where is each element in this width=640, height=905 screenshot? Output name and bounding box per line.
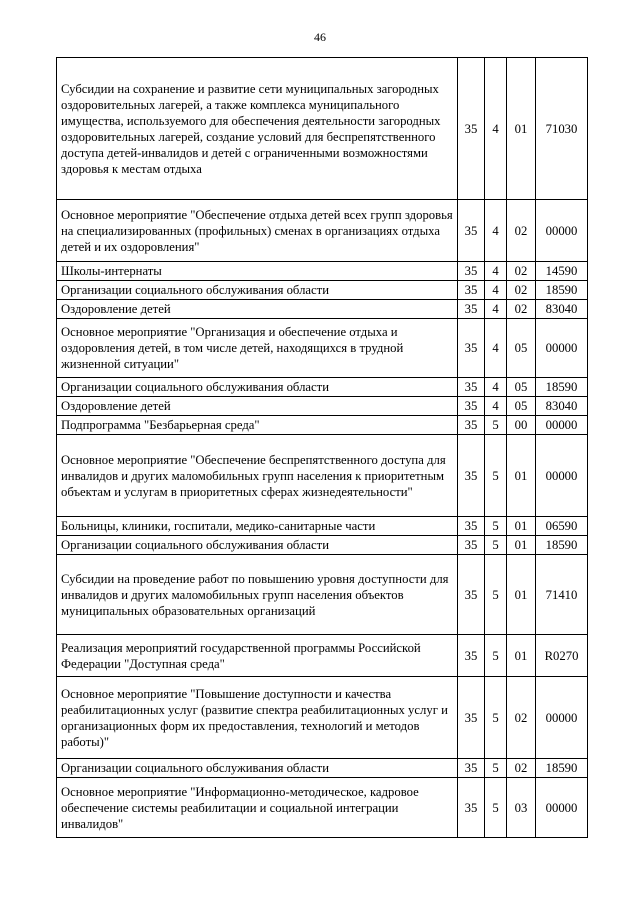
row-code-2: 5 [485,635,507,677]
row-code-1: 35 [458,262,485,281]
row-name: Основное мероприятие "Повышение доступности и качества реабилитационных услуг (развитие спектра реабилитационных услуг и организационных форм их предоставления, технологий и методов работы)" [57,677,458,759]
row-name: Основное мероприятие "Информационно-методическое, кадровое обеспечение системы реабилитации и социальной интеграции инвалидов" [57,778,458,838]
row-name: Оздоровление детей [57,300,458,319]
row-name: Основное мероприятие "Обеспечение отдыха детей всех групп здоровья на специализированных (профильных) сменах в организациях отдыха детей и их оздоровления" [57,200,458,262]
row-code-2: 4 [485,378,507,397]
row-code-2: 4 [485,262,507,281]
row-code-4: 83040 [536,397,588,416]
row-name: Организации социального обслуживания области [57,759,458,778]
row-code-1: 35 [458,677,485,759]
row-code-4: R0270 [536,635,588,677]
row-code-2: 5 [485,778,507,838]
budget-table [56,57,588,838]
table-row [57,759,588,778]
row-code-4: 00000 [536,677,588,759]
row-code-3: 02 [507,262,536,281]
row-code-4: 83040 [536,300,588,319]
row-code-3: 02 [507,677,536,759]
row-code-4: 71410 [536,555,588,635]
row-code-2: 5 [485,435,507,517]
row-code-1: 35 [458,759,485,778]
row-code-3: 05 [507,319,536,378]
row-name: Школы-интернаты [57,262,458,281]
row-name: Больницы, клиники, госпитали, медико-санитарные части [57,517,458,536]
row-code-1: 35 [458,435,485,517]
row-code-4: 00000 [536,416,588,435]
row-code-2: 4 [485,397,507,416]
table-row [57,416,588,435]
row-code-1: 35 [458,536,485,555]
row-code-3: 00 [507,416,536,435]
row-code-4: 00000 [536,778,588,838]
row-name: Реализация мероприятий государственной программы Российской Федерации "Доступная среда" [57,635,458,677]
row-code-2: 5 [485,759,507,778]
table-row [57,262,588,281]
row-name: Организации социального обслуживания области [57,281,458,300]
table-row [57,536,588,555]
table-row [57,200,588,262]
table-row [57,517,588,536]
table-row [57,778,588,838]
table-row [57,635,588,677]
table-row [57,435,588,517]
row-code-1: 35 [458,635,485,677]
table-row [57,378,588,397]
row-code-4: 06590 [536,517,588,536]
row-code-1: 35 [458,281,485,300]
row-code-2: 4 [485,300,507,319]
table-row [57,397,588,416]
row-name: Организации социального обслуживания области [57,536,458,555]
row-code-2: 5 [485,677,507,759]
table-row [57,58,588,200]
row-code-2: 4 [485,200,507,262]
row-code-1: 35 [458,517,485,536]
row-code-3: 01 [507,555,536,635]
row-name: Основное мероприятие "Организация и обеспечение отдыха и оздоровления детей, в том числе детей, находящихся в трудной жизненной ситуации" [57,319,458,378]
row-code-1: 35 [458,416,485,435]
page-number: 46 [314,30,326,44]
row-code-2: 5 [485,517,507,536]
row-code-4: 18590 [536,281,588,300]
row-name: Субсидии на сохранение и развитие сети муниципальных загородных оздоровительных лагерей, а также комплекса муниципального имущества, используемого для обеспечения деятельности загородных оздоровительных лагерей, создание условий для беспрепятственного доступа детей-инвалидов и детей с ограниченными возможностями здоровья к местам отдыха [57,58,458,200]
row-code-3: 02 [507,200,536,262]
row-code-4: 18590 [536,378,588,397]
row-code-4: 00000 [536,319,588,378]
row-code-2: 5 [485,536,507,555]
row-code-1: 35 [458,397,485,416]
row-name: Субсидии на проведение работ по повышению уровня доступности для инвалидов и других маломобильных групп населения объектов муниципальных образовательных организаций [57,555,458,635]
table-row [57,555,588,635]
row-code-2: 5 [485,555,507,635]
row-code-1: 35 [458,378,485,397]
row-code-3: 02 [507,759,536,778]
row-code-3: 01 [507,536,536,555]
table-row [57,300,588,319]
row-code-3: 03 [507,778,536,838]
row-code-1: 35 [458,778,485,838]
row-name: Организации социального обслуживания области [57,378,458,397]
row-code-1: 35 [458,555,485,635]
row-name: Оздоровление детей [57,397,458,416]
row-code-4: 18590 [536,759,588,778]
row-code-3: 02 [507,300,536,319]
row-code-1: 35 [458,200,485,262]
row-code-4: 14590 [536,262,588,281]
row-code-3: 01 [507,58,536,200]
row-code-3: 01 [507,635,536,677]
row-code-2: 4 [485,58,507,200]
row-code-4: 00000 [536,435,588,517]
row-code-4: 18590 [536,536,588,555]
row-code-3: 01 [507,435,536,517]
table-row [57,677,588,759]
table-row [57,319,588,378]
row-code-2: 5 [485,416,507,435]
row-code-4: 71030 [536,58,588,200]
row-code-2: 4 [485,281,507,300]
row-code-1: 35 [458,300,485,319]
row-code-1: 35 [458,319,485,378]
row-name: Подпрограмма "Безбарьерная среда" [57,416,458,435]
row-code-4: 00000 [536,200,588,262]
row-code-3: 05 [507,397,536,416]
row-code-3: 05 [507,378,536,397]
row-code-3: 02 [507,281,536,300]
table-row [57,281,588,300]
row-code-3: 01 [507,517,536,536]
row-code-1: 35 [458,58,485,200]
row-code-2: 4 [485,319,507,378]
row-name: Основное мероприятие "Обеспечение беспрепятственного доступа для инвалидов и других маломобильных групп населения к приоритетным объектам и услугам в приоритетных сферах жизнедеятельности" [57,435,458,517]
